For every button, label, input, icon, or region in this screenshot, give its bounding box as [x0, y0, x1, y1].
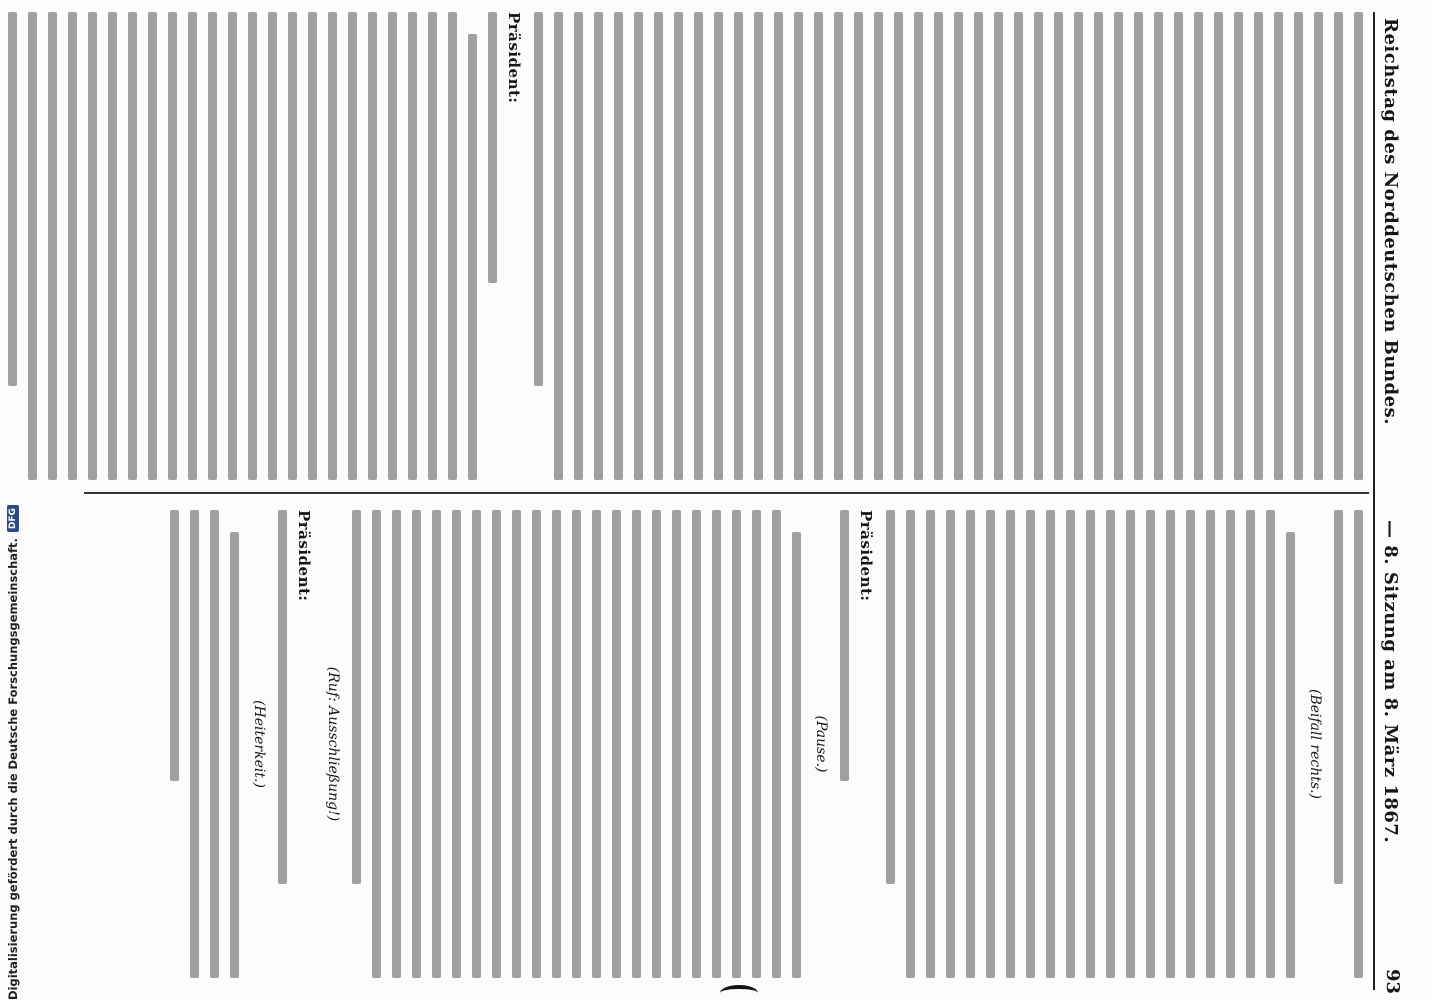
- text-line: [1214, 12, 1223, 480]
- text-line: [692, 510, 701, 978]
- text-line: [634, 12, 643, 480]
- text-line: [348, 12, 357, 480]
- text-line: [128, 12, 137, 480]
- text-line: [230, 532, 239, 978]
- text-line: [926, 510, 935, 978]
- text-line: [1234, 12, 1243, 480]
- text-line: [946, 510, 955, 978]
- text-line: [934, 12, 943, 480]
- text-line: [188, 12, 197, 480]
- text-line: [1354, 510, 1363, 978]
- text-line: [452, 510, 461, 978]
- text-line: [754, 12, 763, 480]
- text-line: [468, 34, 477, 480]
- text-line: [28, 12, 37, 480]
- text-line: [388, 12, 397, 480]
- text-line: [652, 510, 661, 978]
- text-line: [1254, 12, 1263, 480]
- stage-direction: (Beifall rechts.): [1307, 688, 1323, 799]
- text-line: [1186, 510, 1195, 978]
- text-line: [1074, 12, 1083, 480]
- speaker-name: Präsident:: [295, 510, 313, 602]
- text-line: [1086, 510, 1095, 978]
- header-rule: [1373, 12, 1375, 990]
- text-line: [592, 510, 601, 978]
- scan-artifact: [720, 985, 758, 1001]
- text-line: [1294, 12, 1303, 480]
- speaker-remark: [840, 510, 849, 781]
- text-line: [534, 12, 543, 386]
- text-line: [472, 510, 481, 978]
- text-line: [552, 510, 561, 978]
- page-header: [1371, 0, 1405, 1000]
- text-line: [714, 12, 723, 480]
- text-line: [1134, 12, 1143, 480]
- text-line: [1354, 12, 1363, 480]
- text-line: [432, 510, 441, 978]
- text-line: [674, 12, 683, 480]
- text-line: [48, 12, 57, 480]
- right-column: [159, 510, 1363, 978]
- paragraph: [886, 510, 1295, 978]
- text-line: [612, 510, 621, 978]
- paragraph: [352, 510, 801, 978]
- text-line: [794, 12, 803, 480]
- text-line: [654, 12, 663, 480]
- text-line: [1194, 12, 1203, 480]
- speaker-remark: [488, 12, 497, 283]
- text-line: [1174, 12, 1183, 480]
- text-line: [974, 12, 983, 480]
- dfg-logo: DFG: [7, 505, 19, 532]
- text-line: [372, 510, 381, 978]
- speaker-name: Präsident:: [857, 510, 875, 602]
- text-line: [428, 12, 437, 480]
- running-head-right: — 8. Sitzung am 8. März 1867.: [1380, 520, 1401, 844]
- text-line: [1206, 510, 1215, 978]
- text-line: [1054, 12, 1063, 480]
- text-line: [712, 510, 721, 978]
- text-line: [834, 12, 843, 480]
- text-line: [1266, 510, 1275, 978]
- text-line: [1114, 12, 1123, 480]
- stage-direction: (Pause.): [813, 715, 829, 773]
- text-line: [1154, 12, 1163, 480]
- text-line: [1026, 510, 1035, 978]
- stage-direction: (Ruf: Ausschließung!): [325, 666, 341, 822]
- text-line: [594, 12, 603, 480]
- speaker-line: [295, 510, 313, 978]
- text-line: [986, 510, 995, 978]
- text-line: [1046, 510, 1055, 978]
- text-line: [492, 510, 501, 978]
- text-line: [734, 12, 743, 480]
- text-line: [108, 12, 117, 480]
- text-line: [906, 510, 915, 978]
- text-line: [68, 12, 77, 480]
- digitization-notice-text: Digitalisierung gefördert durch die Deutsche Forschungsgemeinschaft.: [6, 538, 20, 1000]
- text-line: [694, 12, 703, 480]
- text-line: [1274, 12, 1283, 480]
- text-line: [574, 12, 583, 480]
- text-line: [966, 510, 975, 978]
- text-line: [408, 12, 417, 480]
- text-line: [170, 510, 179, 781]
- text-line: [448, 12, 457, 480]
- text-line: [1034, 12, 1043, 480]
- text-line: [288, 12, 297, 480]
- text-line: [352, 510, 361, 884]
- running-head-left: Reichstag des Norddeutschen Bundes.: [1380, 18, 1401, 425]
- text-line: [532, 510, 541, 978]
- text-line: [792, 532, 801, 978]
- text-line: [1314, 12, 1323, 480]
- text-line: [210, 510, 219, 978]
- speaker-remark: [278, 510, 287, 884]
- text-line: [268, 12, 277, 480]
- text-line: [752, 510, 761, 978]
- text-line: [1226, 510, 1235, 978]
- text-line: [1014, 12, 1023, 480]
- text-line: [1006, 510, 1015, 978]
- text-line: [874, 12, 883, 480]
- text-line: [672, 510, 681, 978]
- text-line: [308, 12, 317, 480]
- text-line: [994, 12, 1003, 480]
- column-divider: [84, 492, 1369, 494]
- text-line: [774, 12, 783, 480]
- text-line: [1126, 510, 1135, 978]
- text-line: [228, 12, 237, 480]
- rotated-document-page: [80, 0, 1405, 1000]
- text-line: [1334, 510, 1343, 884]
- text-line: [732, 510, 741, 978]
- paragraph: [534, 12, 1363, 480]
- text-line: [572, 510, 581, 978]
- left-column: [0, 12, 1363, 480]
- digitization-notice: [2, 4, 24, 1000]
- text-line: [190, 510, 199, 978]
- speaker-line: [505, 12, 523, 480]
- page-number: 93: [1382, 968, 1403, 994]
- paragraph: [1334, 510, 1363, 978]
- speaker-name: Präsident:: [505, 12, 523, 104]
- text-line: [1166, 510, 1175, 978]
- text-line: [88, 12, 97, 480]
- text-line: [208, 12, 217, 480]
- text-line: [368, 12, 377, 480]
- text-line: [1146, 510, 1155, 978]
- text-line: [168, 12, 177, 480]
- text-line: [1066, 510, 1075, 978]
- speaker-line: [857, 510, 875, 978]
- text-line: [886, 510, 895, 884]
- text-line: [914, 12, 923, 480]
- text-line: [894, 12, 903, 480]
- text-line: [632, 510, 641, 978]
- text-line: [392, 510, 401, 978]
- text-line: [772, 510, 781, 978]
- text-line: [248, 12, 257, 480]
- text-line: [954, 12, 963, 480]
- text-line: [1246, 510, 1255, 978]
- text-line: [412, 510, 421, 978]
- text-line: [554, 12, 563, 480]
- stage-direction: (Heiterkeit.): [251, 700, 267, 788]
- text-line: [148, 12, 157, 480]
- paragraph: [170, 510, 239, 978]
- text-line: [814, 12, 823, 480]
- text-line: [1334, 12, 1343, 480]
- text-line: [614, 12, 623, 480]
- text-line: [1286, 532, 1295, 978]
- text-line: [854, 12, 863, 480]
- text-line: [328, 12, 337, 480]
- paragraph: [8, 12, 477, 480]
- text-line: [1094, 12, 1103, 480]
- text-line: [512, 510, 521, 978]
- text-line: [1106, 510, 1115, 978]
